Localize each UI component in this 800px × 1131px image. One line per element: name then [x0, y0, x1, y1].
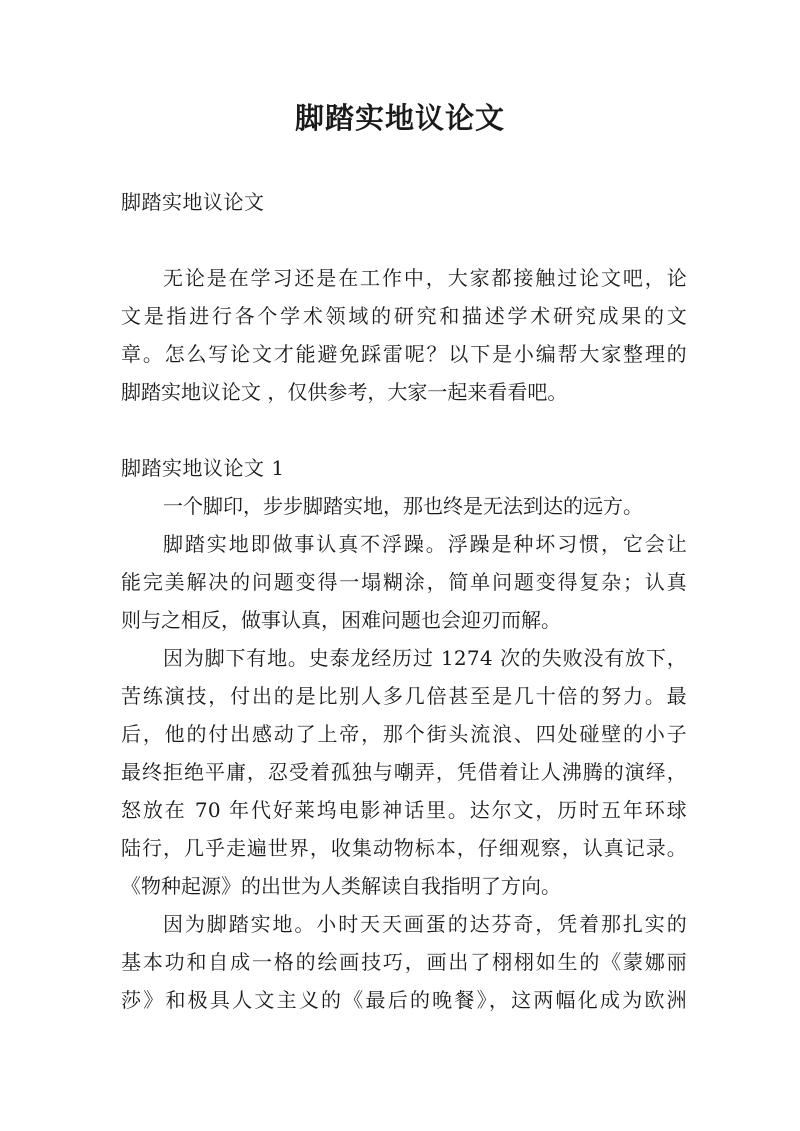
document-body: [121, 183, 687, 1019]
paragraph-line: 能完美解决的问题变得一塌糊涂，简单问题变得复杂；认真: [121, 570, 687, 594]
paragraph-line: 一个脚印，步步脚踏实地，那也终是无法到达的远方。: [163, 494, 643, 518]
paragraph-line: 苦练演技，付出的是比别人多几倍甚至是几十倍的努力。最: [121, 684, 687, 708]
paragraph-line: 陆行，几乎走遍世界，收集动物标本，仔细观察，认真记录。: [121, 836, 687, 860]
paragraph-line: 莎》和极具人文主义的《最后的晚餐》，这两幅化成为欧洲: [121, 988, 687, 1012]
intro-paragraph: [121, 259, 687, 411]
document-title: 脚踏实地议论文: [294, 101, 505, 135]
paragraph-line: 脚踏实地议论文 ，仅供参考，大家一起来看看吧。: [121, 380, 568, 404]
spacer: [121, 411, 687, 449]
section-heading: 脚踏实地议论文 1: [121, 456, 285, 480]
paragraph-line: 无论是在学习还是在工作中，大家都接触过论文吧，论: [163, 266, 687, 290]
paragraph-line: 则与之相反，做事认真，困难问题也会迎刃而解。: [121, 608, 561, 632]
paragraph-line: 基本功和自成一格的绘画技巧，画出了栩栩如生的《蒙娜丽: [121, 950, 687, 974]
paragraph-line: 脚踏实地即做事认真不浮躁。浮躁是种坏习惯，它会让: [163, 532, 687, 556]
paragraph-line: 因为脚下有地。史泰龙经历过 1274 次的失败没有放下，: [163, 646, 687, 670]
paragraph-line: 文是指进行各个学术领域的研究和描述学术研究成果的文: [121, 304, 687, 328]
section-body: [121, 487, 687, 1019]
paragraph-line: 《物种起源》的出世为人类解读自我指明了方向。: [121, 874, 561, 898]
paragraph-line: 最终拒绝平庸，忍受着孤独与嘲弄，凭借着让人沸腾的演绎，: [121, 760, 687, 784]
spacer: [121, 221, 687, 259]
document-subtitle: 脚踏实地议论文: [121, 190, 265, 214]
paragraph-line: 因为脚踏实地。小时天天画蛋的达芬奇，凭着那扎实的: [163, 912, 687, 936]
paragraph-line: 后，他的付出感动了上帝，那个街头流浪、四处碰壁的小子: [121, 722, 687, 746]
paragraph-line: 章。怎么写论文才能避免踩雷呢？以下是小编帮大家整理的: [121, 342, 687, 366]
paragraph-line: 怒放在 70 年代好莱坞电影神话里。达尔文，历时五年环球: [121, 798, 687, 822]
